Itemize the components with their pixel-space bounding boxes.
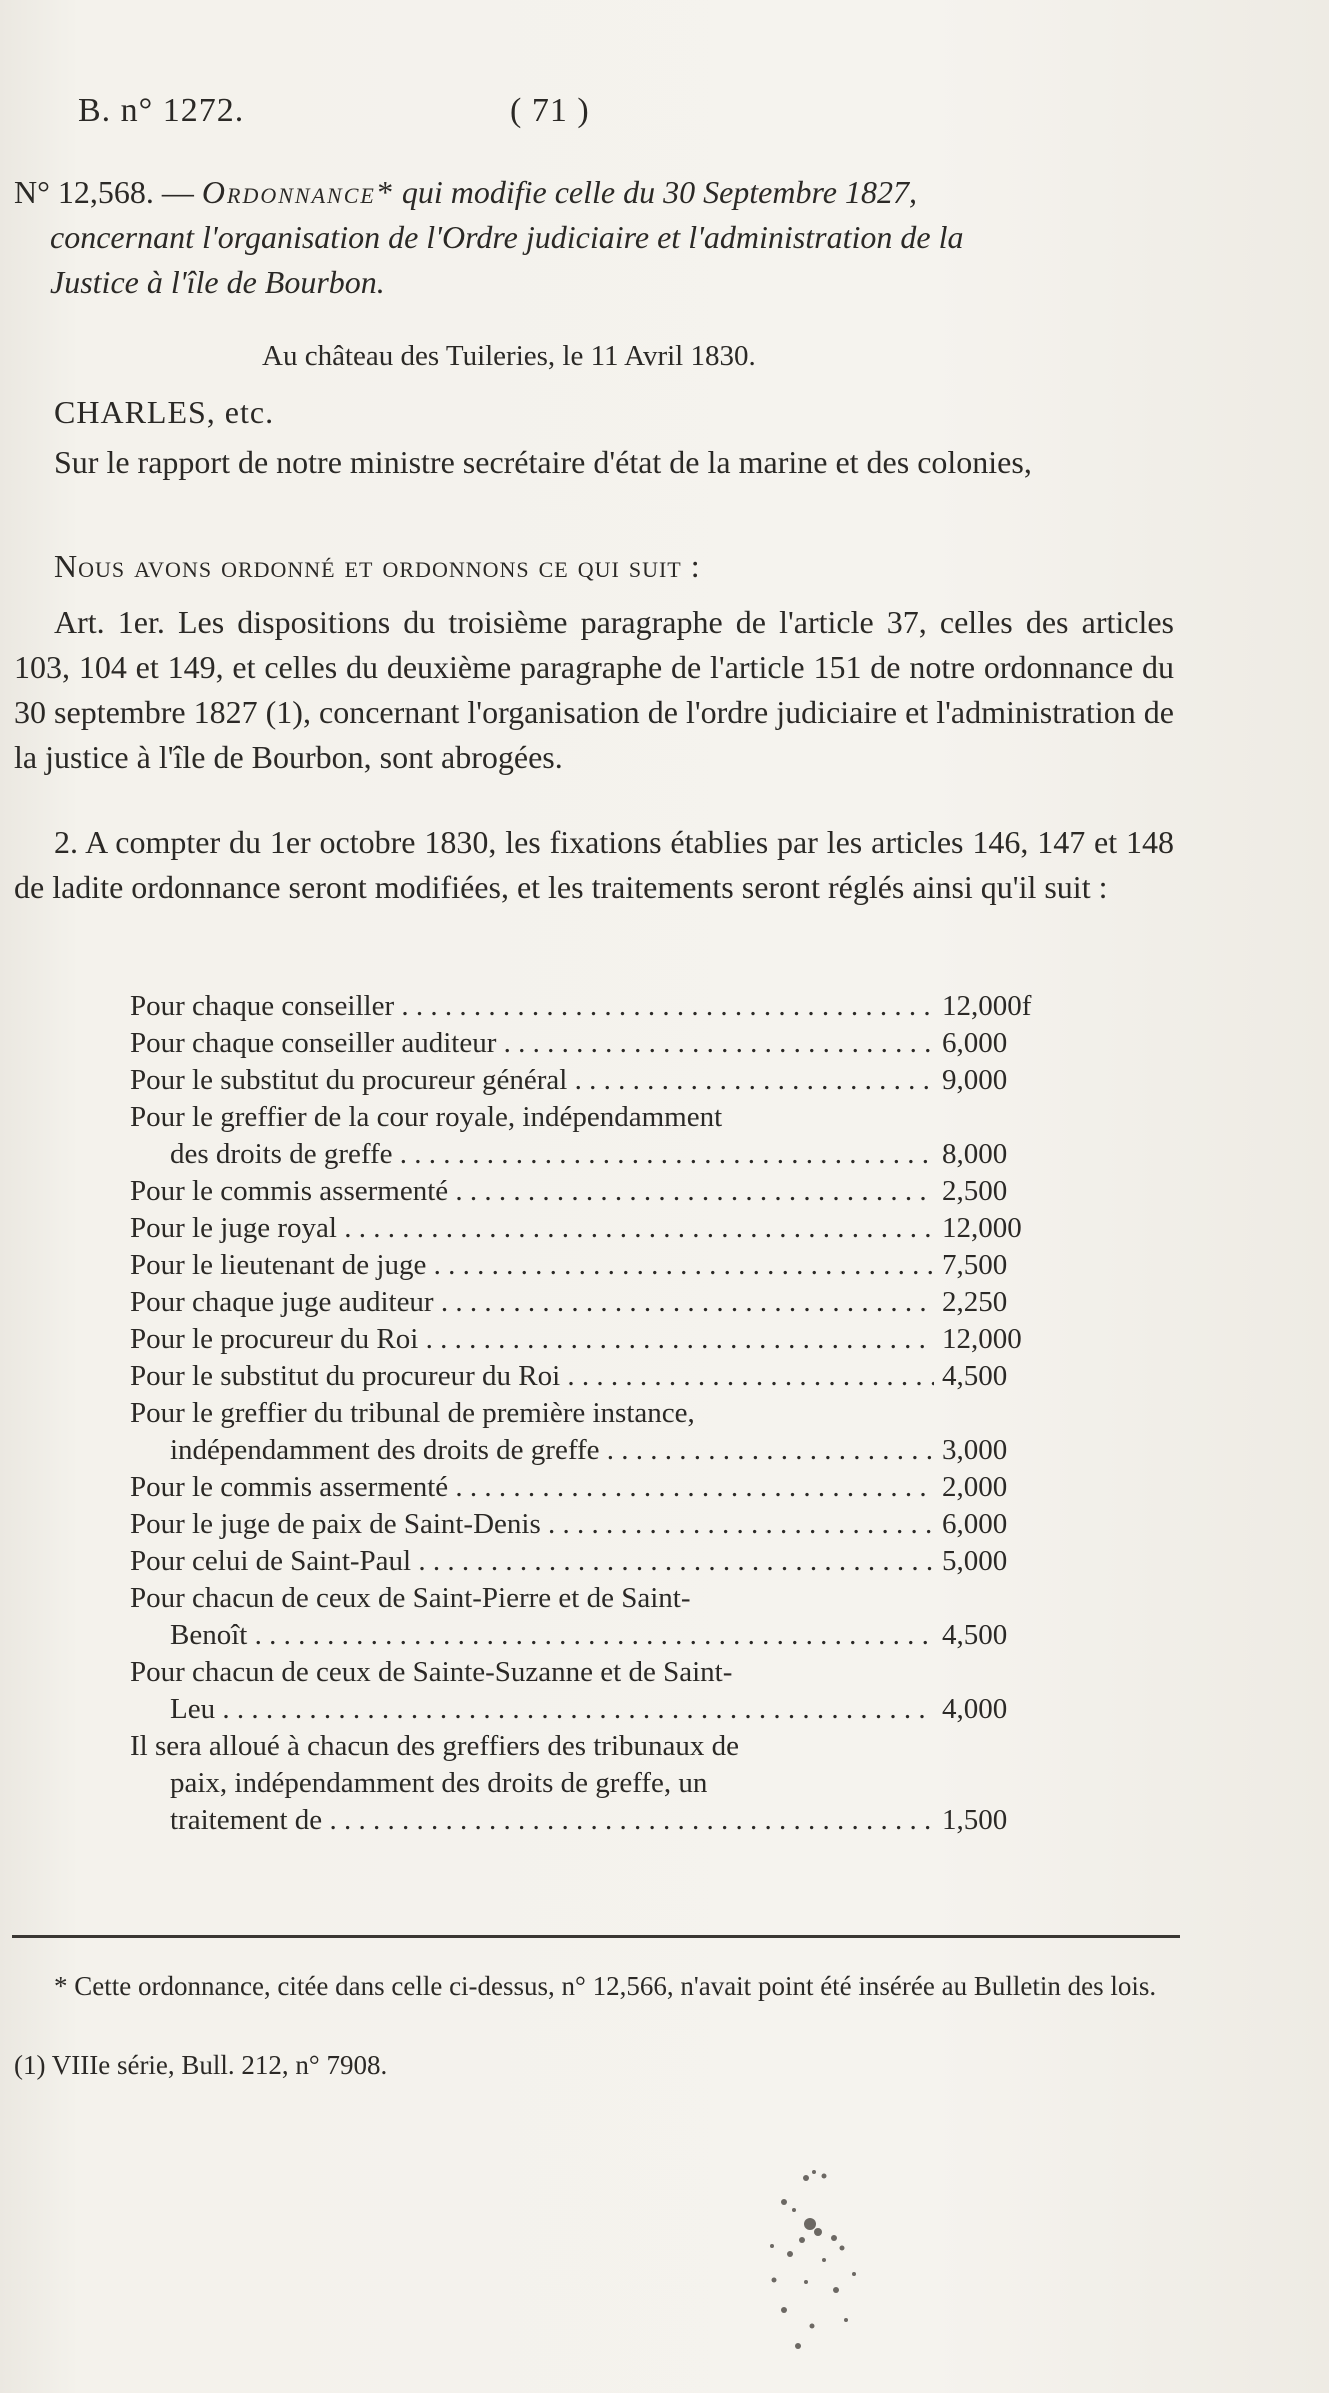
salary-row bbox=[130, 1321, 1060, 1358]
salary-value: 1,500 bbox=[942, 1804, 1008, 1836]
salary-label: Pour chaque juge auditeur . . . bbox=[130, 1284, 934, 1321]
title-line2: concernant l'organisation de l'Ordre judiciaire et l'administration de la bbox=[50, 219, 964, 255]
salary-value: 9,000 bbox=[942, 1064, 1008, 1096]
salary-value: 2,250 bbox=[942, 1286, 1008, 1318]
salary-row bbox=[130, 1173, 1060, 1210]
salary-label: Pour le substitut du procureur général . . . bbox=[130, 1062, 934, 1099]
salary-label: Pour le juge royal . . . bbox=[130, 1210, 934, 1247]
salary-row bbox=[130, 1025, 1060, 1062]
salary-row bbox=[130, 1691, 1060, 1728]
title-line1: qui modifie celle du 30 Septembre 1827, bbox=[401, 174, 917, 210]
bulletin-number: B. n° 1272. bbox=[78, 92, 245, 129]
salary-label: Leu . . . bbox=[170, 1691, 934, 1728]
salary-row bbox=[130, 1284, 1060, 1321]
salary-value: 2,000 bbox=[942, 1471, 1008, 1503]
salary-row bbox=[130, 1358, 1060, 1395]
library-stamp-mark bbox=[714, 2150, 904, 2360]
footnote-star: * Cette ordonnance, citée dans celle ci-dessus, n° 12,566, n'avait point été insérée au Bulletin des lois. bbox=[54, 1971, 1157, 2001]
title-line3: Justice à l'île de Bourbon. bbox=[50, 264, 385, 300]
king-name: CHARLES, etc. bbox=[54, 394, 275, 430]
salary-row bbox=[130, 1099, 1060, 1136]
salary-row bbox=[130, 1543, 1060, 1580]
salary-label: Pour le greffier de la cour royale, indépendamment bbox=[130, 1101, 723, 1133]
salary-row bbox=[130, 1728, 1060, 1765]
salary-label: Pour le greffier du tribunal de première instance, bbox=[130, 1397, 695, 1429]
salary-value: 6,000 bbox=[942, 1508, 1008, 1540]
salary-value: 12,000 bbox=[942, 1212, 1022, 1244]
salary-row bbox=[130, 1210, 1060, 1247]
salary-row bbox=[130, 1395, 1060, 1432]
footnote-divider bbox=[12, 1935, 1180, 1938]
salary-row bbox=[130, 1062, 1060, 1099]
salary-label: Pour celui de Saint-Paul . . . bbox=[130, 1543, 934, 1580]
salary-value: 2,500 bbox=[942, 1175, 1008, 1207]
dateline: Au château des Tuileries, le 11 Avril 1830. bbox=[262, 340, 756, 372]
salary-label: traitement de . . . bbox=[170, 1802, 934, 1839]
salary-value: 4,500 bbox=[942, 1360, 1008, 1392]
salary-label: Pour le juge de paix de Saint-Denis . . . bbox=[130, 1506, 934, 1543]
salary-row bbox=[130, 1802, 1060, 1839]
salary-row bbox=[130, 1432, 1060, 1469]
salary-label: Pour le procureur du Roi . . . bbox=[130, 1321, 934, 1358]
salary-row bbox=[130, 1654, 1060, 1691]
salary-row bbox=[130, 1765, 1060, 1802]
salary-label: Pour le commis assermenté . . . bbox=[130, 1469, 934, 1506]
salary-value: 6,000 bbox=[942, 1027, 1008, 1059]
salary-value: 7,500 bbox=[942, 1249, 1008, 1281]
salary-table bbox=[130, 988, 1060, 1839]
salary-row bbox=[130, 1506, 1060, 1543]
salary-label: Pour chaque conseiller auditeur . . . bbox=[130, 1025, 934, 1062]
page-number: ( 71 ) bbox=[510, 92, 590, 129]
salary-row bbox=[130, 1136, 1060, 1173]
salary-row bbox=[130, 1247, 1060, 1284]
article-2: 2. A compter du 1er octobre 1830, les fixations établies par les articles 146, 147 et 148 de ladite ordonnance seront modifiées, et les traitements seront réglés ainsi qu'il suit : bbox=[14, 824, 1174, 905]
footnote-one: (1) VIIIe série, Bull. 212, n° 7908. bbox=[14, 2050, 388, 2080]
ordinance-keyword: Ordonnance* bbox=[201, 174, 394, 210]
paragraph-rapport: Sur le rapport de notre ministre secrétaire d'état de la marine et des colonies, bbox=[54, 444, 1032, 480]
salary-row bbox=[130, 988, 1060, 1025]
salary-label: Pour le commis assermenté . . . bbox=[130, 1173, 934, 1210]
article-1: Art. 1er. Les dispositions du troisième paragraphe de l'article 37, celles des articles 103, 104 et 149, et celles du deuxième paragraphe de l'article 151 de notre ordonnance du 30 septembre 1827 (1), concernant l'organisation de l'ordre judiciaire et l'administration de la justice à l'île de Bourbon, sont abrogées. bbox=[14, 604, 1174, 775]
salary-label: Pour chacun de ceux de Saint-Pierre et de Saint- bbox=[130, 1582, 691, 1614]
salary-label: Il sera alloué à chacun des greffiers des tribunaux de bbox=[130, 1730, 740, 1762]
ordinance-number: N° 12,568. — bbox=[14, 174, 194, 210]
salary-value: 3,000 bbox=[942, 1434, 1008, 1466]
salary-label: Benoît . . . bbox=[170, 1617, 934, 1654]
salary-value: 5,000 bbox=[942, 1545, 1008, 1577]
salary-value: 4,500 bbox=[942, 1619, 1008, 1651]
salary-label: paix, indépendamment des droits de greffe, un bbox=[170, 1767, 708, 1799]
salary-label: Pour chacun de ceux de Sainte-Suzanne et de Saint- bbox=[130, 1656, 733, 1688]
salary-label: indépendamment des droits de greffe . . . bbox=[170, 1432, 934, 1469]
salary-label: Pour le lieutenant de juge . . . bbox=[130, 1247, 934, 1284]
paragraph-ordonnons: Nous avons ordonné et ordonnons ce qui suit : bbox=[54, 548, 701, 584]
salary-row bbox=[130, 1469, 1060, 1506]
ordinance-title bbox=[14, 170, 1174, 305]
salary-value: 12,000 bbox=[942, 1323, 1022, 1355]
salary-value: 8,000 bbox=[942, 1138, 1008, 1170]
salary-row bbox=[130, 1580, 1060, 1617]
salary-row bbox=[130, 1617, 1060, 1654]
salary-value: 4,000 bbox=[942, 1693, 1008, 1725]
salary-label: Pour chaque conseiller . . . bbox=[130, 988, 934, 1025]
salary-label: des droits de greffe . . . bbox=[170, 1136, 934, 1173]
salary-value: 12,000f bbox=[942, 990, 1032, 1022]
salary-label: Pour le substitut du procureur du Roi . . . bbox=[130, 1358, 934, 1395]
